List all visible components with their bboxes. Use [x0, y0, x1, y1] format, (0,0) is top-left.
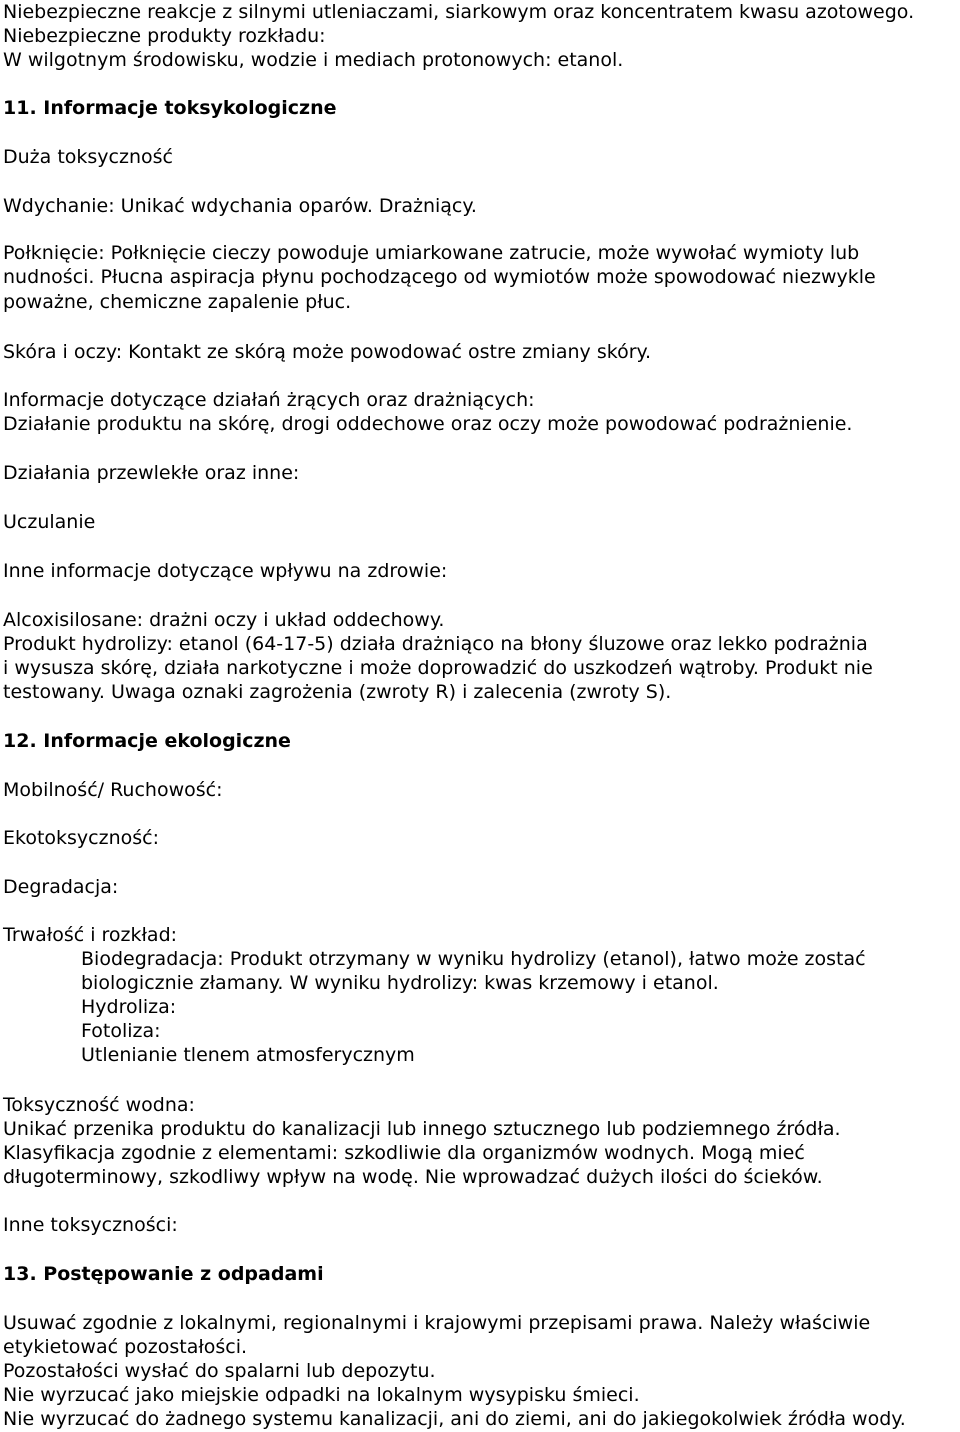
text-line: i wysusza skórę, działa narkotyczne i może doprowadzić do uszkodzeń wątroby. Produkt nie: [3, 657, 873, 679]
text-line: Działanie produktu na skórę, drogi oddechowe oraz oczy może powodować podrażnienie.: [3, 413, 853, 435]
indented-line: biologicznie złamany. W wyniku hydrolizy: kwas krzemowy i etanol.: [81, 972, 719, 994]
text-line: Mobilność/ Ruchowość:: [3, 779, 223, 801]
text-line: długoterminowy, szkodliwy wpływ na wodę. Nie wprowadzać dużych ilości do ścieków.: [3, 1166, 823, 1188]
text-line: Inne toksyczności:: [3, 1214, 178, 1236]
text-line: Połknięcie: Połknięcie cieczy powoduje umiarkowane zatrucie, może wywołać wymioty lub: [3, 242, 860, 264]
text-line: Degradacja:: [3, 876, 119, 898]
section-heading-12: 12. Informacje ekologiczne: [3, 730, 291, 752]
text-line: Unikać przenika produktu do kanalizacji lub innego sztucznego lub podziemnego źródła.: [3, 1118, 841, 1140]
text-line: nudności. Płucna aspiracja płynu pochodzącego od wymiotów może spowodować niezwykle: [3, 266, 876, 288]
text-line: Trwałość i rozkład:: [3, 924, 178, 946]
indented-line: Fotoliza:: [81, 1020, 161, 1042]
text-line: poważne, chemiczne zapalenie płuc.: [3, 291, 352, 313]
text-line: Toksyczność wodna:: [3, 1094, 195, 1116]
text-line: Produkt hydrolizy: etanol (64-17-5) działa drażniąco na błony śluzowe oraz lekko podrażnia: [3, 633, 868, 655]
text-line: Informacje dotyczące działań żrących oraz drażniących:: [3, 389, 535, 411]
text-line: Pozostałości wysłać do spalarni lub depozytu.: [3, 1360, 436, 1382]
indented-line: Utlenianie tlenem atmosferycznym: [81, 1044, 415, 1066]
text-line: Uczulanie: [3, 511, 96, 533]
text-line: W wilgotnym środowisku, wodzie i mediach protonowych: etanol.: [3, 49, 624, 71]
text-line: Ekotoksyczność:: [3, 827, 160, 849]
text-line: Klasyfikacja zgodnie z elementami: szkodliwie dla organizmów wodnych. Mogą mieć: [3, 1142, 805, 1164]
text-line: Alcoxisilosane: drażni oczy i układ oddechowy.: [3, 609, 445, 631]
text-line: Inne informacje dotyczące wpływu na zdrowie:: [3, 560, 448, 582]
text-line: Usuwać zgodnie z lokalnymi, regionalnymi i krajowymi przepisami prawa. Należy właściwie: [3, 1312, 871, 1334]
text-line: etykietować pozostałości.: [3, 1336, 248, 1358]
text-line: Niebezpieczne reakcje z silnymi utleniaczami, siarkowym oraz koncentratem kwasu azotowego.: [3, 1, 915, 23]
text-line: Niebezpieczne produkty rozkładu:: [3, 25, 326, 47]
section-heading-11: 11. Informacje toksykologiczne: [3, 97, 337, 119]
text-line: Nie wyrzucać jako miejskie odpadki na lokalnym wysypisku śmieci.: [3, 1384, 640, 1406]
text-line: Wdychanie: Unikać wdychania oparów. Drażniący.: [3, 195, 477, 217]
text-line: Skóra i oczy: Kontakt ze skórą może powodować ostre zmiany skóry.: [3, 341, 652, 363]
section-heading-13: 13. Postępowanie z odpadami: [3, 1263, 324, 1285]
text-line: Działania przewlekłe oraz inne:: [3, 462, 300, 484]
text-line: Duża toksyczność: [3, 146, 173, 168]
text-line: Nie wyrzucać do żadnego systemu kanalizacji, ani do ziemi, ani do jakiegokolwiek źródła wody.: [3, 1408, 906, 1430]
indented-line: Hydroliza:: [81, 996, 177, 1018]
text-line: testowany. Uwaga oznaki zagrożenia (zwroty R) i zalecenia (zwroty S).: [3, 681, 672, 703]
indented-line: Biodegradacja: Produkt otrzymany w wyniku hydrolizy (etanol), łatwo może zostać: [81, 948, 866, 970]
